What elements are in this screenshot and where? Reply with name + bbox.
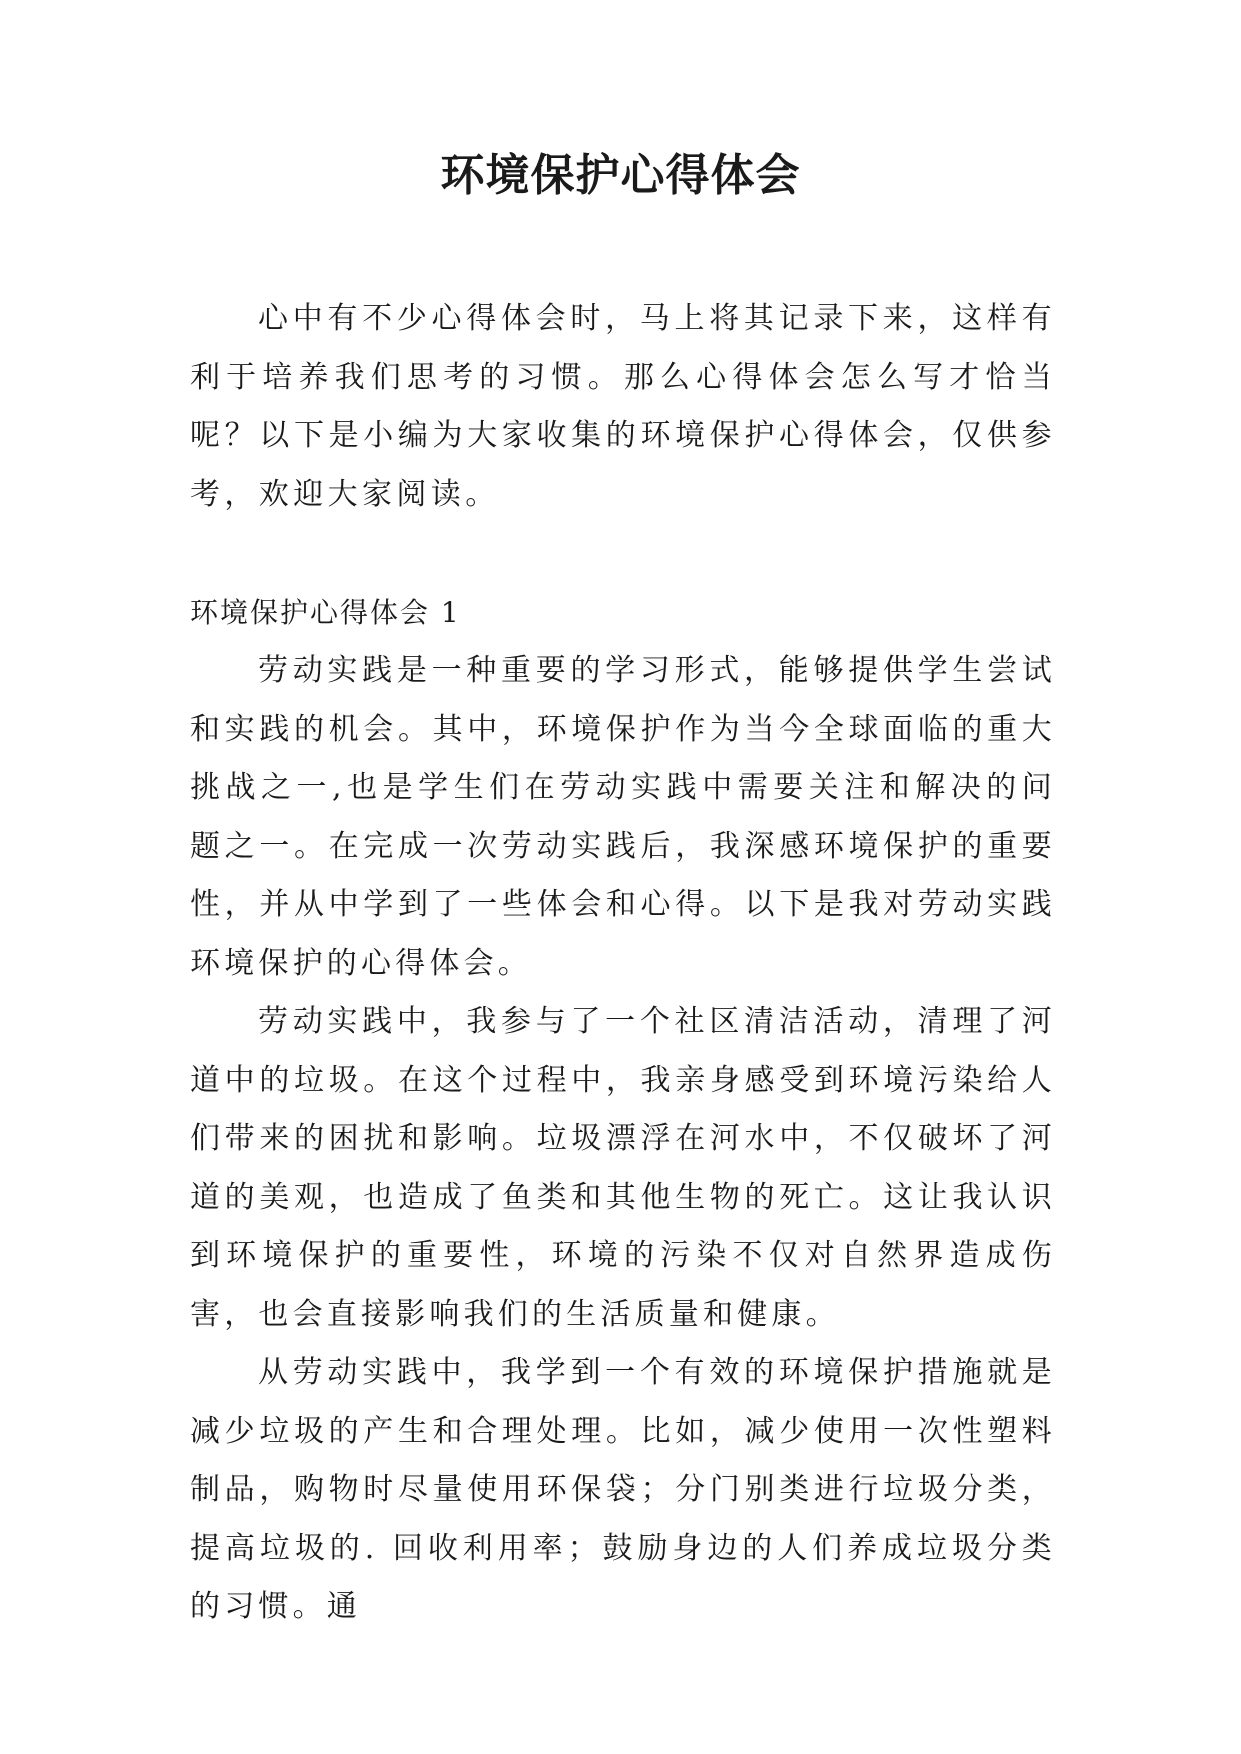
body-paragraph-2: 劳动实践中，我参与了一个社区清洁活动，清理了河道中的垃圾。在这个过程中，我亲身感受到环境污染给人们带来的困扰和影响。垃圾漂浮在河水中，不仅破坏了河道的美观，也造成了鱼类和其他生物的死亡。这让我认识到环境保护的重要性，环境的污染不仅对自然界造成伤害，也会直接影响我们的生活质量和健康。 bbox=[190, 1004, 1056, 1332]
section-heading: 环境保护心得体会 1 bbox=[190, 596, 461, 629]
body-paragraph-3: 从劳动实践中，我学到一个有效的环境保护措施就是减少垃圾的产生和合理处理。比如，减少使用一次性塑料制品，购物时尽量使用环保袋；分门别类进行垃圾分类，提高垃圾的. 回收利用率；鼓励身边的人们养成垃圾分类的习惯。通 bbox=[190, 1355, 1056, 1624]
document-body bbox=[190, 290, 1056, 1637]
intro-paragraph: 心中有不少心得体会时，马上将其记录下来，这样有利于培养我们思考的习惯。那么心得体会怎么写才恰当呢？以下是小编为大家收集的环境保护心得体会，仅供参考，欢迎大家阅读。 bbox=[190, 301, 1056, 512]
body-paragraph-1: 劳动实践是一种重要的学习形式，能够提供学生尝试和实践的机会。其中，环境保护作为当今全球面临的重大挑战之一,也是学生们在劳动实践中需要关注和解决的问题之一。在完成一次劳动实践后，我深感环境保护的重要性，并从中学到了一些体会和心得。以下是我对劳动实践环境保护的心得体会。 bbox=[190, 653, 1056, 981]
document-title: 环境保护心得体会 bbox=[440, 150, 801, 201]
